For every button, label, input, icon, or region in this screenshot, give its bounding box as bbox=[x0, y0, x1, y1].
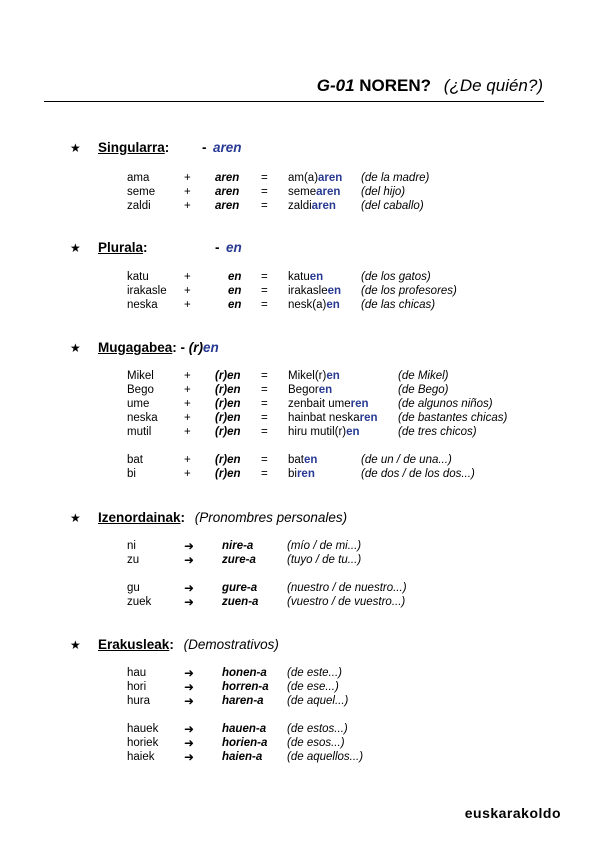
plus-sign: + bbox=[184, 398, 191, 410]
result-stem: bi bbox=[288, 468, 297, 480]
spanish-gloss: (de ese...) bbox=[287, 681, 339, 693]
result-ending: ren bbox=[350, 398, 369, 410]
spanish-gloss: (de estos...) bbox=[287, 723, 348, 735]
result-word bbox=[288, 467, 315, 481]
plus-sign: + bbox=[184, 285, 191, 297]
table-row bbox=[0, 185, 599, 199]
suffix: aren bbox=[215, 200, 240, 212]
arrow-right-icon: ➜ bbox=[184, 680, 195, 694]
section-heading-izenordainak: ★ Izenordainak: (Pronombres personales) bbox=[70, 510, 348, 525]
base-word: Bego bbox=[127, 384, 154, 396]
suffix: aren bbox=[215, 172, 240, 184]
result-ending: en bbox=[318, 384, 333, 396]
plus-sign: + bbox=[184, 186, 191, 198]
arrow-right-icon: ➜ bbox=[184, 666, 195, 680]
base-word: katu bbox=[127, 271, 149, 283]
table-row bbox=[0, 722, 599, 736]
table-row bbox=[0, 383, 599, 397]
heading-label: Plurala bbox=[98, 240, 144, 255]
heading-label: Izenordainak bbox=[98, 510, 181, 525]
result-word bbox=[288, 453, 317, 467]
result-ending: en bbox=[346, 426, 360, 438]
result-ending: ren bbox=[359, 412, 378, 424]
table-row bbox=[0, 397, 599, 411]
table-row bbox=[0, 270, 599, 284]
result-word bbox=[288, 411, 378, 425]
result-stem: zaldi bbox=[288, 200, 312, 212]
suffix: (r)en bbox=[215, 426, 241, 438]
heading-suffix: en bbox=[226, 240, 242, 255]
plus-sign: + bbox=[184, 271, 191, 283]
result-word bbox=[288, 284, 341, 298]
plus-sign: + bbox=[184, 172, 191, 184]
spanish-gloss: (de aquellos...) bbox=[287, 751, 364, 763]
equals-sign: = bbox=[261, 426, 268, 438]
plus-sign: + bbox=[184, 412, 191, 424]
table-row bbox=[0, 581, 599, 595]
base-word: bat bbox=[127, 454, 143, 466]
page-title bbox=[317, 76, 543, 96]
possessive-form: nire-a bbox=[222, 540, 254, 552]
suffix: (r)en bbox=[215, 468, 241, 480]
pronoun: horiek bbox=[127, 737, 159, 749]
table-row bbox=[0, 750, 599, 764]
base-word: ume bbox=[127, 398, 150, 410]
result-ending: en bbox=[327, 285, 342, 297]
result-ending: aren bbox=[316, 186, 341, 198]
result-ending: en bbox=[326, 370, 340, 382]
table-row bbox=[0, 284, 599, 298]
heading-suffix: en bbox=[203, 340, 219, 355]
possessive-form: honen-a bbox=[222, 667, 267, 679]
result-ending: en bbox=[326, 299, 340, 311]
base-word: neska bbox=[127, 299, 158, 311]
suffix: en bbox=[228, 299, 242, 311]
equals-sign: = bbox=[261, 412, 268, 424]
heading-subtitle: (Demostrativos) bbox=[183, 637, 279, 652]
base-word: mutil bbox=[127, 426, 152, 438]
arrow-right-icon: ➜ bbox=[184, 750, 195, 764]
table-row bbox=[0, 553, 599, 567]
star-icon: ★ bbox=[70, 511, 81, 525]
plus-sign: + bbox=[184, 468, 191, 480]
result-ending: aren bbox=[311, 200, 336, 212]
result-word bbox=[288, 270, 323, 284]
lesson-translation: (¿De quién?) bbox=[443, 76, 543, 95]
spanish-gloss: (de las chicas) bbox=[361, 299, 436, 311]
pronoun: hori bbox=[127, 681, 147, 693]
equals-sign: = bbox=[261, 285, 268, 297]
section-heading-erakusleak: ★ Erakusleak: (Demostrativos) bbox=[70, 637, 279, 652]
heading-suffix: aren bbox=[213, 140, 242, 155]
equals-sign: = bbox=[261, 454, 268, 466]
result-stem: katu bbox=[288, 271, 310, 283]
lesson-code: G-01 bbox=[316, 76, 355, 95]
base-word: Mikel bbox=[127, 370, 154, 382]
heading-label: Mugagabea bbox=[98, 340, 173, 355]
pronoun: hura bbox=[127, 695, 151, 707]
suffix: (r)en bbox=[215, 370, 241, 382]
star-icon: ★ bbox=[70, 341, 81, 355]
possessive-form: zuen-a bbox=[222, 596, 259, 608]
equals-sign: = bbox=[261, 200, 268, 212]
result-word bbox=[288, 171, 342, 185]
plus-sign: + bbox=[184, 299, 191, 311]
pronoun: haiek bbox=[127, 751, 155, 763]
suffix: (r)en bbox=[215, 398, 241, 410]
plus-sign: + bbox=[184, 454, 191, 466]
suffix: aren bbox=[215, 186, 240, 198]
suffix: (r)en bbox=[215, 384, 241, 396]
spanish-gloss: (de tres chicos) bbox=[398, 426, 477, 438]
pronoun: zu bbox=[127, 554, 140, 566]
table-row bbox=[0, 369, 599, 383]
spanish-gloss: (nuestro / de nuestro...) bbox=[287, 582, 407, 594]
spanish-gloss: (de la madre) bbox=[361, 172, 430, 184]
arrow-right-icon: ➜ bbox=[184, 736, 195, 750]
result-stem: seme bbox=[288, 186, 317, 198]
result-word bbox=[288, 369, 340, 383]
suffix: (r)en bbox=[215, 454, 241, 466]
spanish-gloss: (de dos / de los dos...) bbox=[361, 468, 475, 480]
table-row bbox=[0, 736, 599, 750]
table-row bbox=[0, 467, 599, 481]
result-stem: irakasle bbox=[288, 285, 328, 297]
possessive-form: horren-a bbox=[222, 681, 269, 693]
result-stem: hiru mutil(r) bbox=[288, 426, 347, 438]
arrow-right-icon: ➜ bbox=[184, 694, 195, 708]
result-ending: en bbox=[309, 271, 324, 283]
result-word bbox=[288, 298, 340, 312]
possessive-form: gure-a bbox=[222, 582, 258, 594]
section-heading-singularra: ★ Singularra: - aren bbox=[70, 140, 242, 155]
pronoun: hauek bbox=[127, 723, 159, 735]
equals-sign: = bbox=[261, 370, 268, 382]
plus-sign: + bbox=[184, 200, 191, 212]
spanish-gloss: (tuyo / de tu...) bbox=[287, 554, 362, 566]
plus-sign: + bbox=[184, 426, 191, 438]
table-row bbox=[0, 680, 599, 694]
base-word: irakasle bbox=[127, 285, 167, 297]
equals-sign: = bbox=[261, 271, 268, 283]
suffix: (r)en bbox=[215, 412, 241, 424]
base-word: bi bbox=[127, 468, 136, 480]
pronoun: hau bbox=[127, 667, 147, 679]
heading-suffix-r: (r) bbox=[188, 340, 204, 355]
table-row bbox=[0, 171, 599, 185]
spanish-gloss: (de esos...) bbox=[287, 737, 345, 749]
spanish-gloss: (de algunos niños) bbox=[398, 398, 493, 410]
spanish-gloss: (de los gatos) bbox=[361, 271, 431, 283]
equals-sign: = bbox=[261, 299, 268, 311]
arrow-right-icon: ➜ bbox=[184, 722, 195, 736]
possessive-form: hauen-a bbox=[222, 723, 267, 735]
spanish-gloss: (mío / de mi...) bbox=[287, 540, 362, 552]
spanish-gloss: (vuestro / de vuestro...) bbox=[287, 596, 406, 608]
table-row bbox=[0, 199, 599, 213]
star-icon: ★ bbox=[70, 141, 81, 155]
result-stem: am(a) bbox=[288, 172, 319, 184]
base-word: neska bbox=[127, 412, 158, 424]
star-icon: ★ bbox=[70, 241, 81, 255]
plus-sign: + bbox=[184, 384, 191, 396]
spanish-gloss: (del hijo) bbox=[361, 186, 406, 198]
possessive-form: haien-a bbox=[222, 751, 263, 763]
heading-subtitle: (Pronombres personales) bbox=[194, 510, 348, 525]
star-icon: ★ bbox=[70, 638, 81, 652]
table-row bbox=[0, 666, 599, 680]
table-row bbox=[0, 453, 599, 467]
result-word bbox=[288, 425, 360, 439]
plus-sign: + bbox=[184, 370, 191, 382]
pronoun: ni bbox=[127, 540, 136, 552]
heading-label: Singularra bbox=[98, 140, 165, 155]
result-stem: bat bbox=[288, 454, 304, 466]
base-word: seme bbox=[127, 186, 156, 198]
table-row bbox=[0, 411, 599, 425]
suffix: en bbox=[228, 285, 242, 297]
spanish-gloss: (de bastantes chicas) bbox=[398, 412, 508, 424]
equals-sign: = bbox=[261, 384, 268, 396]
heading-label: Erakusleak bbox=[98, 637, 170, 652]
equals-sign: = bbox=[261, 398, 268, 410]
table-row bbox=[0, 425, 599, 439]
result-ending: ren bbox=[296, 468, 315, 480]
equals-sign: = bbox=[261, 186, 268, 198]
section-heading-plurala: ★ Plurala: - en bbox=[70, 240, 242, 255]
pronoun: zuek bbox=[127, 596, 152, 608]
spanish-gloss: (del caballo) bbox=[361, 200, 424, 212]
table-row bbox=[0, 539, 599, 553]
table-row bbox=[0, 595, 599, 609]
spanish-gloss: (de Mikel) bbox=[398, 370, 449, 382]
possessive-form: haren-a bbox=[222, 695, 264, 707]
lesson-title: NOREN? bbox=[359, 76, 432, 95]
result-stem: nesk(a) bbox=[288, 299, 327, 311]
equals-sign: = bbox=[261, 468, 268, 480]
table-row bbox=[0, 694, 599, 708]
suffix: en bbox=[228, 271, 242, 283]
brand-footer: euskarakoldo bbox=[464, 805, 561, 821]
base-word: zaldi bbox=[127, 200, 151, 212]
arrow-right-icon: ➜ bbox=[184, 595, 195, 609]
result-word bbox=[288, 383, 332, 397]
spanish-gloss: (de aquel...) bbox=[287, 695, 349, 707]
result-ending: aren bbox=[318, 172, 343, 184]
result-stem: Begor bbox=[288, 384, 319, 396]
base-word: ama bbox=[127, 172, 150, 184]
arrow-right-icon: ➜ bbox=[184, 553, 195, 567]
result-word bbox=[288, 199, 336, 213]
result-word bbox=[288, 397, 369, 411]
spanish-gloss: (de este...) bbox=[287, 667, 342, 679]
result-stem: Mikel(r) bbox=[288, 370, 327, 382]
possessive-form: horien-a bbox=[222, 737, 268, 749]
equals-sign: = bbox=[261, 172, 268, 184]
spanish-gloss: (de Bego) bbox=[398, 384, 449, 396]
section-heading-mugagabea: ★ Mugagabea: - (r)en bbox=[70, 340, 219, 355]
possessive-form: zure-a bbox=[222, 554, 256, 566]
header-divider bbox=[44, 101, 544, 102]
result-ending: en bbox=[304, 454, 318, 466]
spanish-gloss: (de un / de una...) bbox=[361, 454, 452, 466]
spanish-gloss: (de los profesores) bbox=[361, 285, 457, 297]
pronoun: gu bbox=[127, 582, 140, 594]
arrow-right-icon: ➜ bbox=[184, 581, 195, 595]
result-stem: hainbat neska bbox=[288, 412, 360, 424]
table-row bbox=[0, 298, 599, 312]
result-word bbox=[288, 185, 340, 199]
arrow-right-icon: ➜ bbox=[184, 539, 195, 553]
result-stem: zenbait ume bbox=[288, 398, 351, 410]
